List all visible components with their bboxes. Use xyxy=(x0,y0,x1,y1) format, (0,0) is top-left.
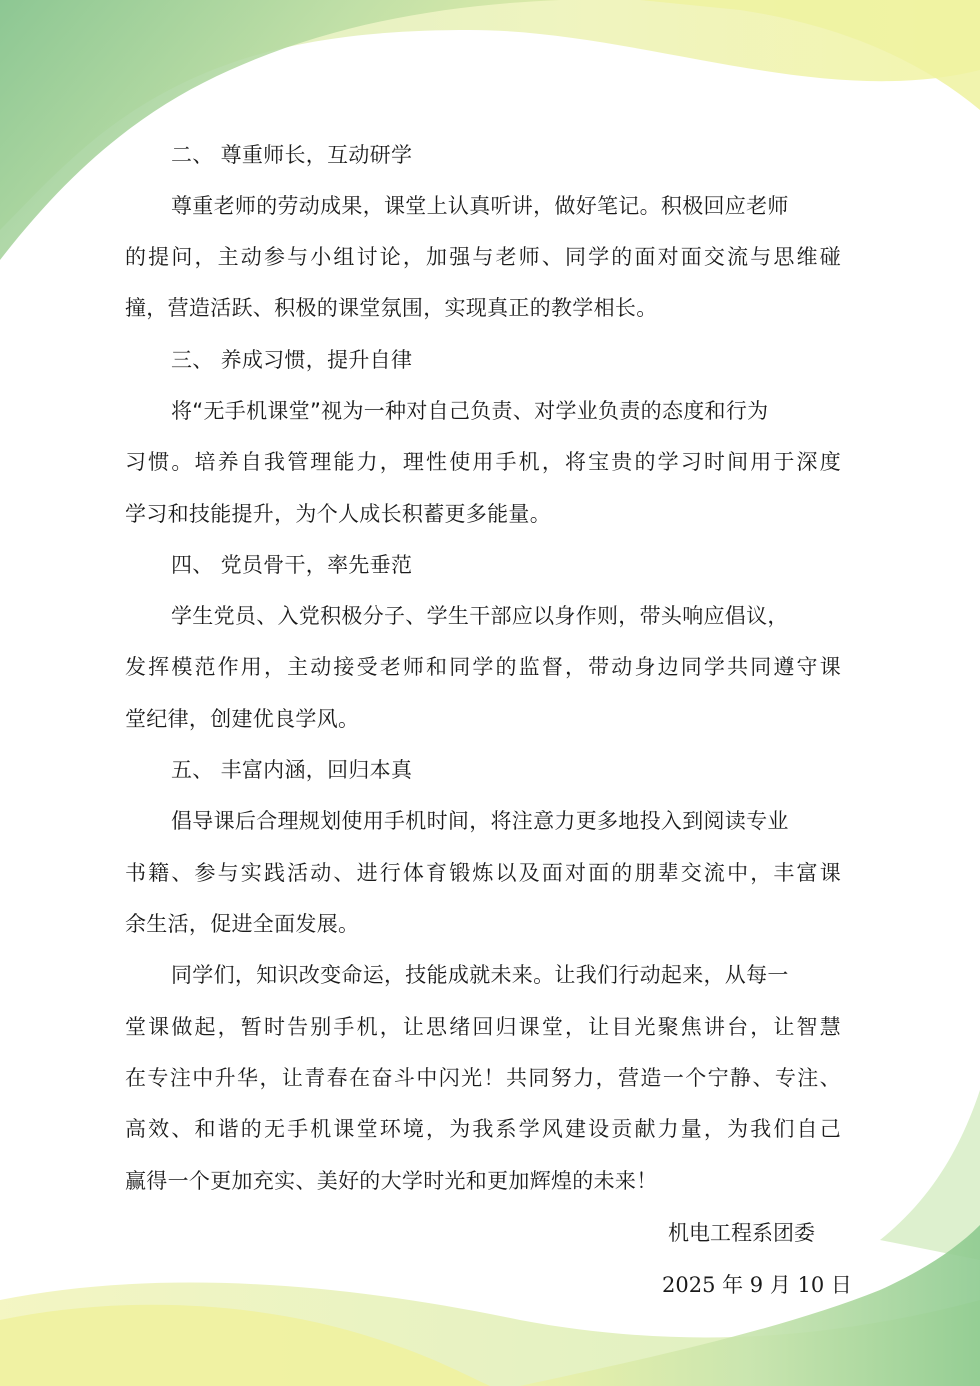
paragraph-line: 习惯。培养自我管理能力，理性使用手机，将宝贵的学习时间用于深度 xyxy=(125,450,841,474)
paragraph-line: 的提问，主动参与小组讨论，加强与老师、同学的面对面交流与思维碰 xyxy=(125,245,841,269)
paragraph-line: 学生党员、入党积极分子、学生干部应以身作则，带头响应倡议， xyxy=(171,604,789,628)
paragraph-line: 书籍、参与实践活动、进行体育锻炼以及面对面的朋辈交流中，丰富课 xyxy=(125,861,841,885)
closing-line: 在专注中升华，让青春在奋斗中闪光！共同努力，营造一个宁静、专注、 xyxy=(125,1066,841,1090)
paragraph-line: 将“无手机课堂”视为一种对自己负责、对学业负责的态度和行为 xyxy=(171,399,769,423)
closing-line: 高效、和谐的无手机课堂环境，为我系学风建设贡献力量，为我们自己 xyxy=(125,1117,841,1141)
closing-line: 同学们，知识改变命运，技能成就未来。让我们行动起来，从每一 xyxy=(171,963,789,987)
signature-date: 2025 年 9 月 10 日 xyxy=(662,1273,852,1297)
section-heading: 四、 党员骨干，率先垂范 xyxy=(171,553,413,577)
paragraph-line: 余生活，促进全面发展。 xyxy=(125,912,360,936)
paragraph-line: 倡导课后合理规划使用手机时间，将注意力更多地投入到阅读专业 xyxy=(171,809,789,833)
section-heading: 二、 尊重师长，互动研学 xyxy=(171,143,413,167)
paragraph-line: 学习和技能提升，为个人成长积蓄更多能量。 xyxy=(125,502,551,526)
section-heading: 五、 丰富内涵，回归本真 xyxy=(171,758,413,782)
paragraph-line: 发挥模范作用，主动接受老师和同学的监督，带动身边同学共同遵守课 xyxy=(125,655,841,679)
paragraph-line: 撞，营造活跃、积极的课堂氛围，实现真正的教学相长。 xyxy=(125,296,658,320)
paragraph-line: 尊重老师的劳动成果，课堂上认真听讲，做好笔记。积极回应老师 xyxy=(171,194,789,218)
signature-org: 机电工程系团委 xyxy=(668,1221,815,1245)
closing-line: 赢得一个更加充实、美好的大学时光和更加辉煌的未来！ xyxy=(125,1169,658,1193)
section-heading: 三、 养成习惯，提升自律 xyxy=(171,348,413,372)
paragraph-line: 堂纪律，创建优良学风。 xyxy=(125,707,360,731)
closing-line: 堂课做起，暂时告别手机，让思绪回归课堂，让目光聚焦讲台，让智慧 xyxy=(125,1015,841,1039)
